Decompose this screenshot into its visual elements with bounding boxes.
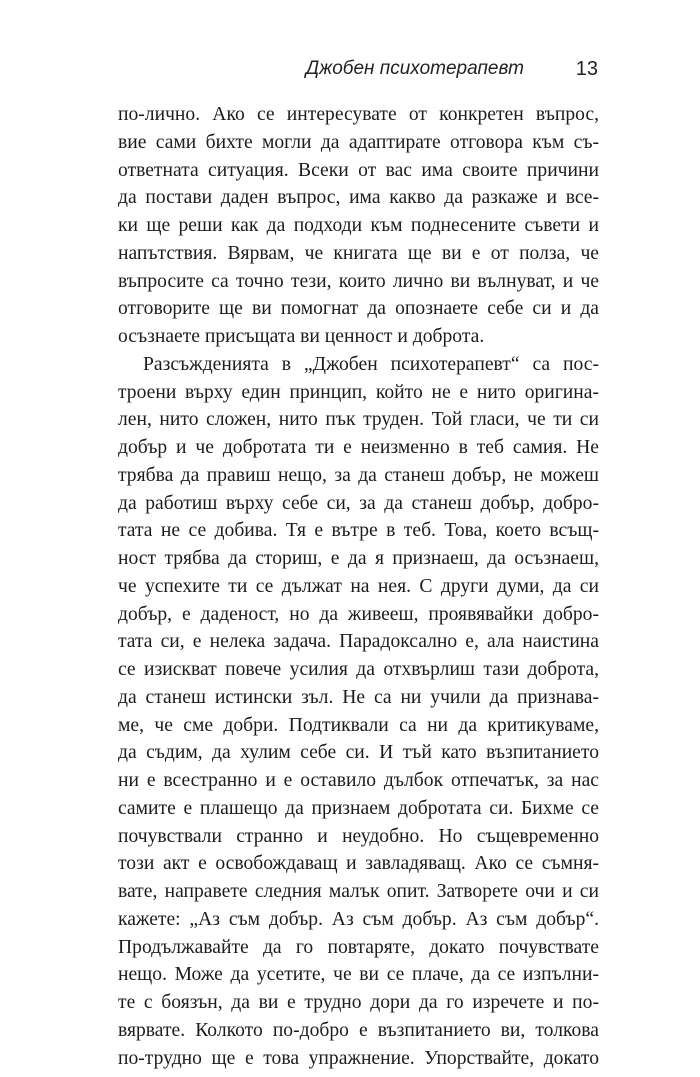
text-line: вярвате. Колкото по-добро е възпитанието ви, толкова <box>118 1019 599 1041</box>
running-head-title: Джобен психотерапевт <box>305 58 524 79</box>
text-line: тата не се добива. Тя е вътре в теб. Това, което всъщ- <box>118 520 599 542</box>
text-line: добър и че добротата ти е неизменно в теб самия. Не <box>118 437 599 458</box>
text-line: ност трябва да сториш, е да я признаеш, да осъзнаеш, <box>118 548 599 569</box>
body-text <box>118 101 599 1072</box>
text-line: че успехите ти се дължат на нея. С други думи, да си <box>118 575 599 597</box>
text-line: да постави даден въпрос, има какво да разкаже и все- <box>118 187 599 209</box>
text-line: по-лично. Ако се интересувате от конкретен въпрос, <box>118 104 599 125</box>
text-line: нещо. Може да усетите, че ви се плаче, да се изпълни- <box>118 964 599 986</box>
text-line: отговорите ще ви помогнат да опознаете себе си и да <box>118 298 599 320</box>
text-line: ответната ситуация. Всеки от вас има своите причини <box>118 159 599 181</box>
text-line: троени върху един принцип, който не е нито оригина- <box>118 381 599 403</box>
page-number: 13 <box>575 58 598 80</box>
text-line: тата си, е нелека задача. Парадоксално е, ала наистина <box>118 631 599 653</box>
text-line: кажете: „Аз съм добър. Аз съм добър. Аз съм добър“. <box>118 908 599 930</box>
text-line: по-трудно ще е това упражнение. Упорствайте, докато <box>118 1047 599 1069</box>
text-line: ни е всестранно и е оставило дълбок отпечатък, за нас <box>118 770 599 791</box>
text-line: осъзнаете присъщата ви ценност и доброта. <box>118 326 485 347</box>
text-line: да съдим, да хулим себе си. И тъй като възпитанието <box>118 742 599 764</box>
text-line: трябва да правиш нещо, за да станеш добър, не можеш <box>118 464 599 486</box>
text-line: те с боязън, да ви е трудно дори да го изречете и по- <box>118 992 599 1013</box>
text-line: почувствали странно и неудобно. Но същевременно <box>118 825 599 847</box>
text-line: този акт е освобождаващ и завладяващ. Ако се съмня- <box>118 853 599 875</box>
text-line: да работиш върху себе си, за да станеш добър, добро- <box>118 492 599 514</box>
text-line: въпросите са точно тези, които лично ви вълнуват, и че <box>118 270 599 292</box>
text-line: ме, че сме добри. Подтиквали са ни да критикуваме, <box>118 714 599 736</box>
text-line: Разсъжденията в „Джобен психотерапевт“ са пос- <box>143 353 599 375</box>
paragraph-2 <box>118 351 599 1073</box>
text-line: лен, нито сложен, нито пък труден. Той гласи, че ти си <box>118 409 599 431</box>
text-line: ки ще реши как да подходи към поднесените съвети и <box>118 215 599 236</box>
text-line: напътствия. Вярвам, че книгата ще ви е от полза, че <box>118 242 599 264</box>
text-line: се изискват повече усилия да отхвърлиш тази доброта, <box>118 659 599 680</box>
text-line: да станеш истински зъл. Не са ни учили да признава- <box>118 686 599 708</box>
text-line: добър, е даденост, но да живееш, проявявайки добро- <box>118 603 599 625</box>
text-line: самите е плашещо да признаем добротата си. Бихме се <box>118 797 599 819</box>
running-head <box>118 58 598 88</box>
paragraph-1 <box>118 101 599 351</box>
text-line: вате, направете следния малък опит. Затворете очи и си <box>118 881 599 902</box>
text-line: Продължавайте да го повтаряте, докато почувствате <box>118 936 599 958</box>
text-line: вие сами бихте могли да адаптирате отговора към съ- <box>118 131 599 153</box>
